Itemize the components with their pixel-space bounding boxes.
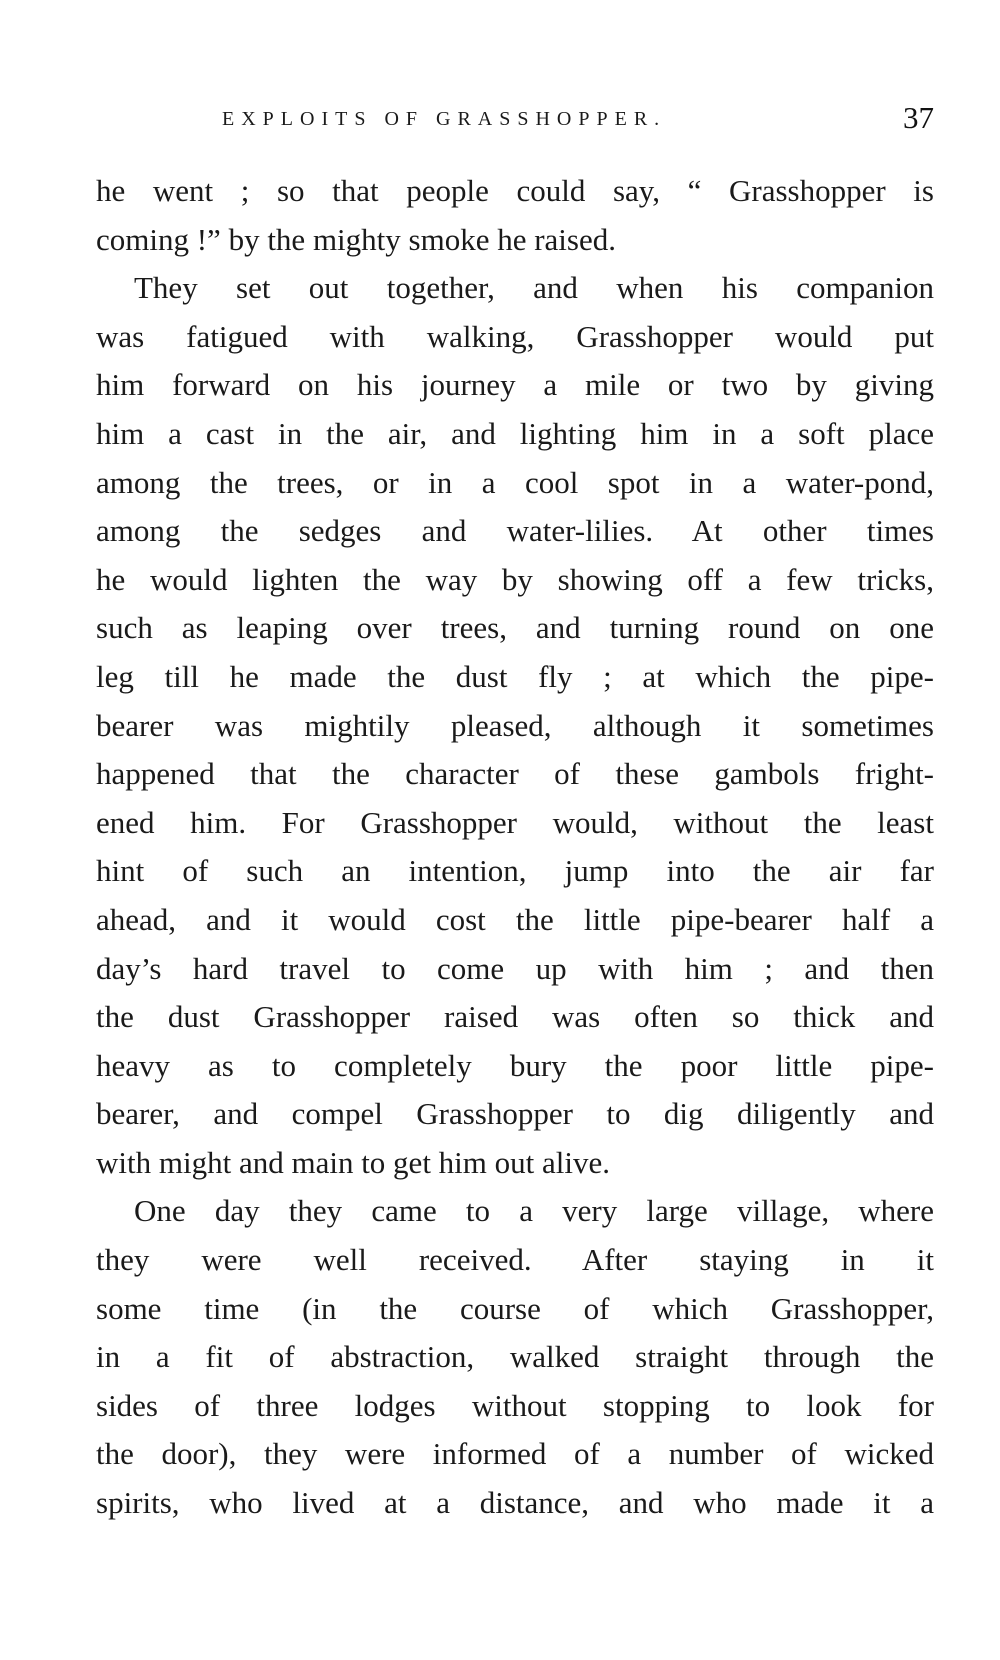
text-line: heavy as to completely bury the poor little pipe- bbox=[96, 1047, 934, 1083]
paragraph-2 bbox=[96, 264, 934, 1187]
text-line: they were well received. After staying in it bbox=[96, 1242, 934, 1278]
paragraph-1 bbox=[96, 167, 934, 264]
text-line: sides of three lodges without stopping to look for bbox=[96, 1387, 934, 1423]
text-line: among the sedges and water-lilies. At other times bbox=[96, 513, 934, 549]
text-line: bearer was mightily pleased, although it sometimes bbox=[96, 707, 934, 743]
running-title: EXPLOITS OF GRASSHOPPER. bbox=[222, 108, 667, 130]
text-line: with might and main to get him out alive. bbox=[96, 1144, 611, 1180]
text-line: They set out together, and when his companion bbox=[134, 270, 934, 306]
text-line: spirits, who lived at a distance, and who made it a bbox=[96, 1485, 934, 1521]
text-line: leg till he made the dust fly ; at which the pipe- bbox=[96, 658, 934, 694]
page-number: 37 bbox=[903, 100, 934, 135]
text-line: happened that the character of these gambols fright- bbox=[96, 756, 934, 792]
text-line: One day they came to a very large village, where bbox=[134, 1193, 934, 1229]
text-line: him a cast in the air, and lighting him in a soft place bbox=[96, 415, 934, 451]
body-text bbox=[96, 167, 934, 1528]
text-line: among the trees, or in a cool spot in a water-pond, bbox=[96, 464, 934, 500]
text-line: such as leaping over trees, and turning round on one bbox=[96, 610, 934, 646]
text-line: day’s hard travel to come up with him ; and then bbox=[96, 950, 934, 986]
text-line: him forward on his journey a mile or two by giving bbox=[96, 367, 934, 403]
text-line: he went ; so that people could say, “ Grasshopper is bbox=[96, 173, 934, 208]
text-line: the door), they were informed of a number of wicked bbox=[96, 1436, 934, 1472]
text-line: he would lighten the way by showing off a few tricks, bbox=[96, 561, 934, 597]
text-line: the dust Grasshopper raised was often so thick and bbox=[96, 999, 934, 1035]
text-line: ahead, and it would cost the little pipe-bearer half a bbox=[96, 901, 934, 937]
text-line: in a fit of abstraction, walked straight through the bbox=[96, 1339, 934, 1375]
text-line: coming !” by the mighty smoke he raised. bbox=[96, 221, 616, 257]
text-line: ened him. For Grasshopper would, without the least bbox=[96, 804, 934, 840]
paragraph-3 bbox=[96, 1187, 934, 1527]
text-line: hint of such an intention, jump into the air far bbox=[96, 853, 934, 889]
running-head bbox=[96, 100, 934, 140]
text-line: was fatigued with walking, Grasshopper would put bbox=[96, 318, 934, 354]
text-line: bearer, and compel Grasshopper to dig diligently and bbox=[96, 1096, 934, 1132]
text-line: some time (in the course of which Grasshopper, bbox=[96, 1290, 934, 1326]
